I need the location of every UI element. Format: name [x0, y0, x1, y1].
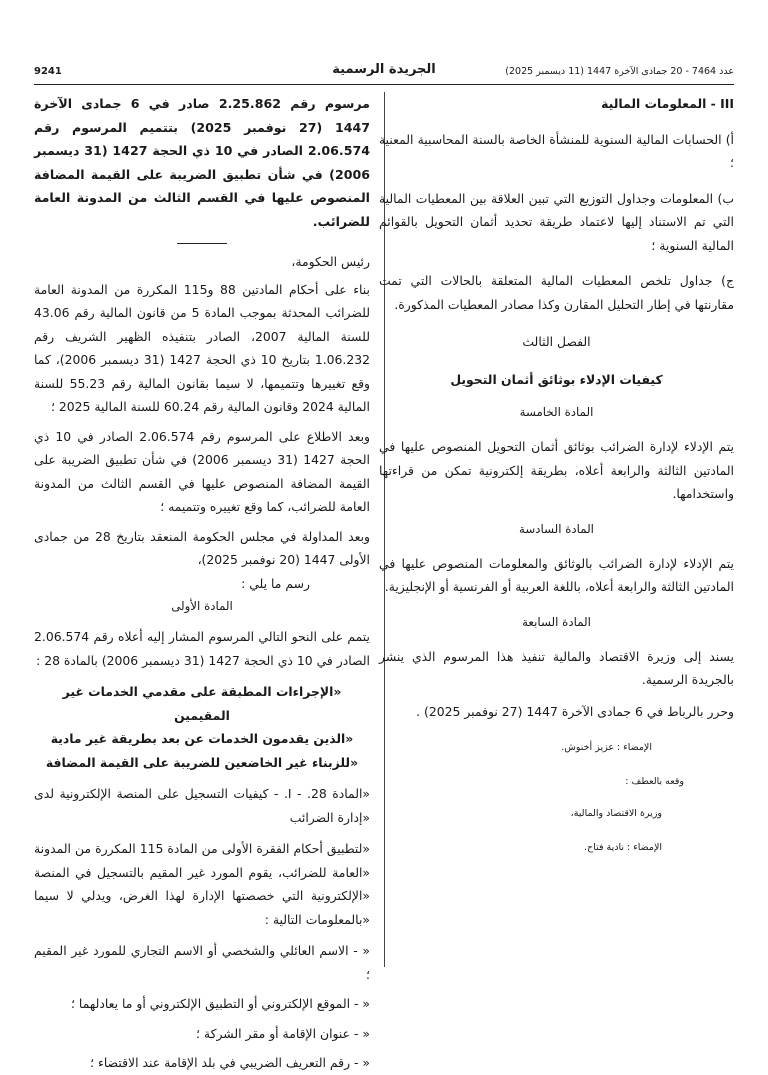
article-28-text: «لتطبيق أحكام الفقرة الأولى من المادة 115 المكررة من المدونة «العامة للضرائب، يقوم المورد غير المقيم بالتسجيل في المنصة «الإلكترونية التي خصصتها الإدارة لهذا الغرض، ويدلي لا سيما «بالمعلومات التالية :	[34, 841, 370, 927]
article-5-text: يتم الإدلاء لإدارة الضرائب بوثائق أثمان التحويل المنصوص عليها في المادتين الثالثة والرابعة أعلاه، بطريقة إلكترونية تمكن من قراءتها واستخدامها.	[379, 439, 734, 501]
article-1-label: المادة الأولى	[171, 599, 233, 613]
recital-3: وبعد المداولة في مجلس الحكومة المنعقد بتاريخ 28 من جمادى الأولى 1447 (20 نوفمبر 2025)،	[34, 528, 370, 567]
article-5-label: المادة الخامسة	[519, 405, 594, 419]
article-6-label: المادة السادسة	[519, 521, 594, 536]
signed-at: وحرر بالرباط في 6 جمادى الآخرة 1447 (27 نوفمبر 2025) .	[416, 703, 734, 719]
item-c: ج) جداول تلخص المعطيات المالية المتعلقة بالحالات التي تمت مقارنتها في إطار التحليل المقارن وكذا مصادر المعطيات المذكورة.	[379, 273, 734, 312]
article-1-text: يتمم على النحو التالي المرسوم المشار إليه أعلاه رقم 2.06.574 الصادر في 10 ذي الحجة 1427 (31 ديسمبر 2006) بالمادة 28 :	[34, 629, 370, 668]
article-6-text: يتم الإدلاء لإدارة الضرائب بالوثائق والمعلومات المنصوص عليها في المادتين الثالثة والرابعة أعلاه، باللغة العربية أو الفرنسية أو الإنجليزية.	[379, 555, 734, 594]
page-header	[34, 62, 734, 85]
bullet-item: « - الموقع الإلكتروني أو التطبيق الإلكتروني أو ما يعادلهما ؛	[71, 996, 370, 1011]
recital-1: بناء على أحكام المادتين 88 و115 المكررة من المدونة العامة للضرائب المحدثة بموجب المادة 5 من قانون المالية رقم 43.06 للسنة المالية 2007، الصادر بتنفيذه الظهير الشريف رقم 1.06.232 بتاريخ 10 ذي الحجة 1427 (31 ديسمبر 2006)، كما وقع تغييرها وتتميمها، لا سيما بقانون المالية رقم 55.23 للسنة المالية 2024 وقانون المالية رقم 60.24 للسنة المالية 2025 ؛	[34, 281, 371, 414]
item-a: أ) الحسابات المالية السنوية للمنشأة الخاصة بالسنة المحاسبية المعنية ؛	[379, 131, 734, 170]
heading-line-1: «الإجراءات المطبقة على مقدمي الخدمات غير المقيمين	[62, 684, 342, 723]
journal-title: الجريدة الرسمية	[332, 62, 436, 77]
salutation: رئيس الحكومة،	[291, 254, 370, 269]
issue-info: عدد 7464 - 20 جمادى الآخرة 1447 (11 ديسمبر 2025)	[505, 66, 734, 77]
article-28-heading: «المادة 28. - I. - كيفيات التسجيل على المنصة الإلكترونية لدى «إدارة الضرائب	[34, 786, 370, 825]
right-column	[379, 92, 734, 855]
chapter-label: الفصل الثالث	[522, 334, 591, 349]
item-b: ب) المعلومات وجداول التوزيع التي تبين العلاقة بين المعطيات المالية التي تم الاستناد إليها لاعتماد طريقة تحديد أثمان التحويل بالقوائم المالية السنوية ؛	[379, 190, 734, 253]
signature-2: الإمضاء : نادية فتاح.	[584, 842, 662, 853]
bullet-item: « - الاسم العائلي والشخصي أو الاسم التجاري للمورد غير المقيم ؛	[34, 943, 370, 982]
title-rule	[177, 243, 227, 244]
page-number: 9241	[34, 66, 62, 77]
bullet-item: « - عنوان الإقامة أو مقر الشركة ؛	[196, 1025, 370, 1041]
bullet-item: « - رقم التعريف الضريبي في بلد الإقامة عند الاقتضاء ؛	[90, 1055, 370, 1070]
section-heading: III - المعلومات المالية	[601, 96, 734, 111]
article-7-text: يسند إلى وزيرة الاقتصاد والمالية تنفيذ هذا المرسوم الذي ينشر بالجريدة الرسمية.	[379, 648, 734, 687]
heading-line-2: «الذين يقدمون الخدمات عن بعد بطريقة غير مادية	[50, 731, 354, 746]
chapter-title: كيفيات الإدلاء بوثائق أثمان التحويل	[450, 371, 663, 387]
article-7-label: المادة السابعة	[522, 614, 591, 629]
decree-title: مرسوم رقم 2.25.862 صادر في 6 جمادى الآخرة 1447 (27 نوفمبر 2025) بتتميم المرسوم رقم 2.06.574 الصادر في 10 ذي الحجة 1427 (31 ديسمبر 2006) في شأن تطبيق الضريبة على القيمة المضافة المنصوص عليها في القسم الثالث من المدونة العامة للضرائب.	[34, 96, 370, 229]
heading-line-3: «للزبناء غير الخاضعين للضريبة على القيمة المضافة	[45, 754, 359, 770]
decrees-line: رسم ما يلي :	[241, 575, 310, 591]
recital-2: وبعد الاطلاع على المرسوم رقم 2.06.574 الصادر في 10 ذي الحجة 1427 (31 ديسمبر 2006) في شأن تطبيق الضريبة على القيمة المضافة المنصوص عليها في القسم الثالث من المدونة العامة للضرائب، كما وقع تغييره وتتميمه ؛	[34, 428, 371, 514]
countersign: وقعه بالعطف :	[625, 776, 684, 787]
left-column	[34, 92, 370, 1075]
signature-1: الإمضاء : عزيز أخنوش.	[561, 742, 652, 753]
minister: وزيرة الاقتصاد والمالية،	[570, 808, 662, 819]
